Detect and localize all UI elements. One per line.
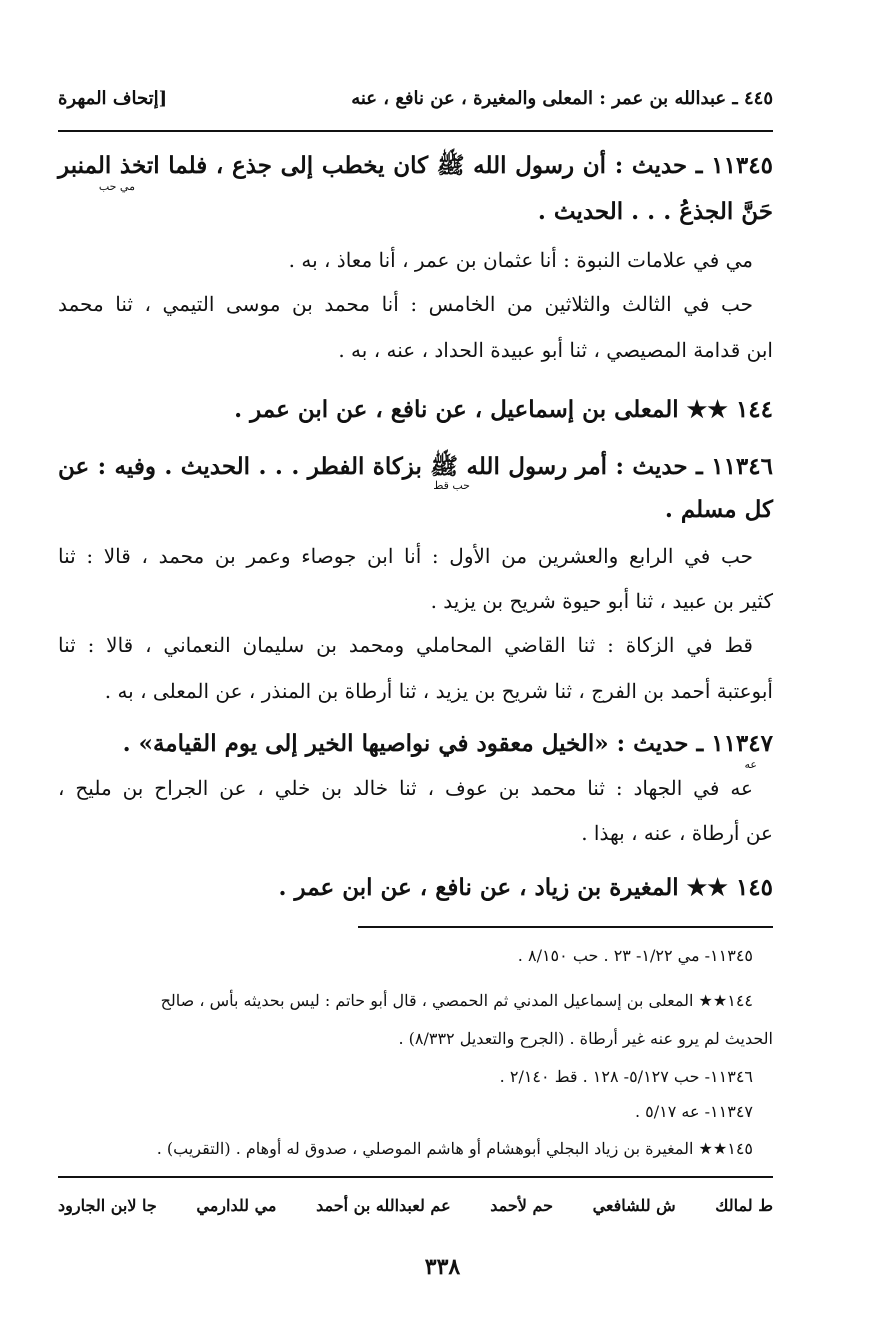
hadith-11345-mi: مي في علامات النبوة : أنا عثمان بن عمر ، أنا معاذ ، به . bbox=[288, 248, 753, 272]
abbr-malik: ط لمالك bbox=[715, 1196, 773, 1215]
hadith-11347-ah-line-1: عه في الجهاد : ثنا محمد بن عوف ، ثنا خالد بن خلي ، عن الجراح بن مليح ، bbox=[58, 776, 753, 800]
footnote-145: ١٤٥★★ المغيرة بن زياد البجلي أبوهشام أو هاشم الموصلي ، صدوق له أوهام . (التقريب) . bbox=[156, 1139, 753, 1158]
header-rule bbox=[58, 130, 773, 132]
running-header-title: ٤٤٥ ـ عبدالله بن عمر : المعلى والمغيرة ، عن نافع ، عنه bbox=[351, 88, 773, 109]
hadith-11346-hb-line-2: كثير بن عبيد ، ثنا أبو حيوة شريح بن يزيد . bbox=[430, 589, 773, 613]
hadith-11345-hb-line-1: حب في الثالث والثلاثين من الخامس : أنا محمد بن موسى التيمي ، ثنا محمد bbox=[58, 292, 753, 316]
section-144-heading: ١٤٤ ★★ المعلى بن إسماعيل ، عن نافع ، عن ابن عمر . bbox=[234, 396, 773, 423]
hadith-11345-line-2: حَنَّ الجذعُ . . . الحديث . bbox=[537, 198, 773, 225]
hadith-11347-line-1: ١١٣٤٧ ـ حديث : «الخيل معقود في نواصيها الخير إلى يوم القيامة» . bbox=[122, 730, 773, 757]
footnote-11346: ١١٣٤٦- حب ٥/١٢٧- ١٢٨ . قط ٢/١٤٠ . bbox=[499, 1067, 753, 1086]
running-header-book: [إتحاف المهرة bbox=[58, 88, 168, 109]
abbr-ahmad: حم لأحمد bbox=[490, 1196, 553, 1215]
abbreviations-key bbox=[58, 1196, 773, 1215]
hadith-11346-sources: حب قط bbox=[433, 479, 470, 492]
hadith-11345-sources: مي حب bbox=[98, 180, 135, 193]
hadith-11346-line-2: كل مسلم . bbox=[664, 496, 773, 523]
section-145-heading: ١٤٥ ★★ المغيرة بن زياد ، عن نافع ، عن ابن عمر . bbox=[278, 874, 773, 901]
page-number: ٣٣٨ bbox=[424, 1254, 461, 1280]
footnote-11345: ١١٣٤٥- مي ١/٢٢- ٢٣ . حب ٨/١٥٠ . bbox=[517, 946, 753, 965]
abbr-abdullah: عم لعبدالله بن أحمد bbox=[316, 1196, 451, 1215]
footnote-144-line-2: الحديث لم يرو عنه غير أرطاة . (الجرح والتعديل ٨/٣٣٢) . bbox=[398, 1029, 773, 1048]
hadith-11346-qt-line-2: أبوعتبة أحمد بن الفرج ، ثنا شريح بن يزيد ، ثنا أرطاة بن المنذر ، عن المعلى ، به . bbox=[104, 679, 773, 703]
footnote-144-line-1: ١٤٤★★ المعلى بن إسماعيل المدني ثم الحمصي ، قال أبو حاتم : ليس بحديثه بأس ، صالح bbox=[160, 991, 753, 1010]
footnote-11347: ١١٣٤٧- عه ٥/١٧ . bbox=[634, 1102, 753, 1121]
hadith-11345-hb-line-2: ابن قدامة المصيصي ، ثنا أبو عبيدة الحداد ، عنه ، به . bbox=[338, 338, 773, 362]
hadith-11347-sources: عه bbox=[744, 758, 757, 771]
abbreviations-rule bbox=[58, 1176, 773, 1178]
hadith-11346-hb-line-1: حب في الرابع والعشرين من الأول : أنا ابن جوصاء وعمر بن محمد ، قالا : ثنا bbox=[58, 544, 753, 568]
footnote-rule bbox=[358, 926, 773, 928]
abbr-shafii: ش للشافعي bbox=[592, 1196, 676, 1215]
hadith-11347-ah-line-2: عن أرطاة ، عنه ، بهذا . bbox=[581, 821, 773, 845]
hadith-11346-qt-line-1: قط في الزكاة : ثنا القاضي المحاملي ومحمد بن سليمان النعماني ، قالا : ثنا bbox=[58, 633, 753, 657]
hadith-11345-line-1: ١١٣٤٥ ـ حديث : أن رسول الله ﷺ كان يخطب إلى جذع ، فلما اتخذ المنبر bbox=[58, 152, 773, 179]
hadith-11346-line-1: ١١٣٤٦ ـ حديث : أمر رسول الله ﷺ بزكاة الفطر . . . الحديث . وفيه : عن bbox=[58, 453, 773, 480]
abbr-darimi: مي للدارمي bbox=[196, 1196, 277, 1215]
abbr-jarud: جا لابن الجارود bbox=[58, 1196, 157, 1215]
